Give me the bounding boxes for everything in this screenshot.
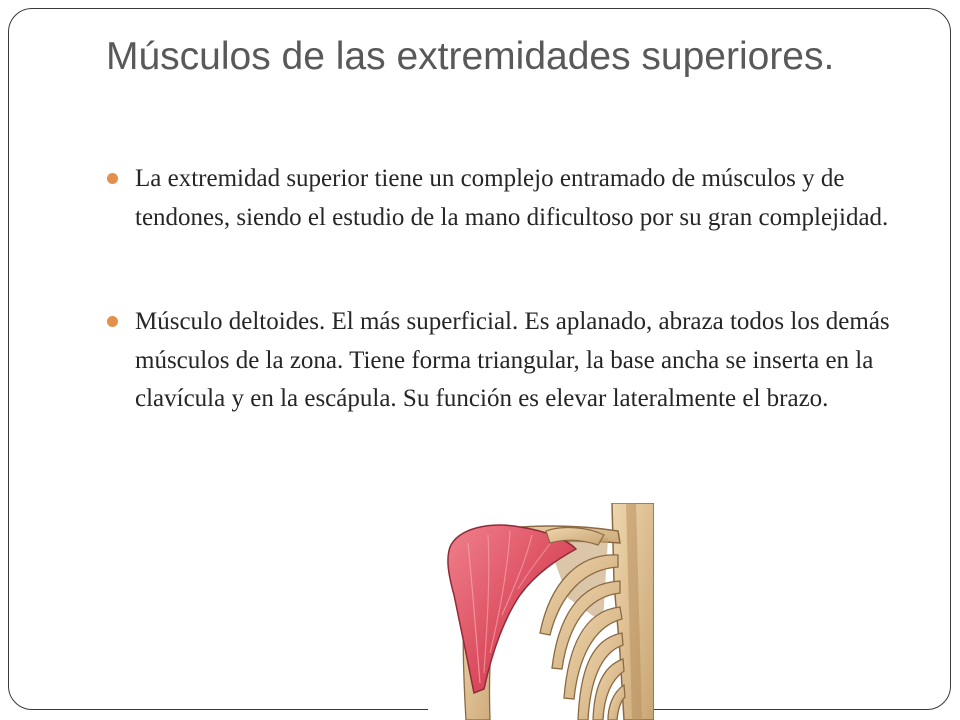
bullet-item — [107, 160, 907, 237]
deltoid-shoulder-illustration — [428, 503, 654, 720]
bullet-text: Músculo deltoides. El más superficial. Es aplanado, abraza todos los demás músculos de la zona. Tiene forma triangular, la base ancha se inserta en la clavícula y en la escápula. Su función es elevar lateralmente el brazo. — [135, 308, 890, 412]
slide-title: Músculos de las extremidades superiores. — [106, 35, 835, 78]
shoulder-anatomy-image — [428, 503, 654, 720]
bullet-dot-icon — [107, 316, 118, 327]
bullet-dot-icon — [107, 173, 118, 184]
bullet-item — [107, 303, 907, 419]
bullet-text: La extremidad superior tiene un complejo entramado de músculos y de tendones, siendo el estudio de la mano dificultoso por su gran complejidad. — [135, 165, 889, 231]
bullet-list — [107, 160, 907, 419]
